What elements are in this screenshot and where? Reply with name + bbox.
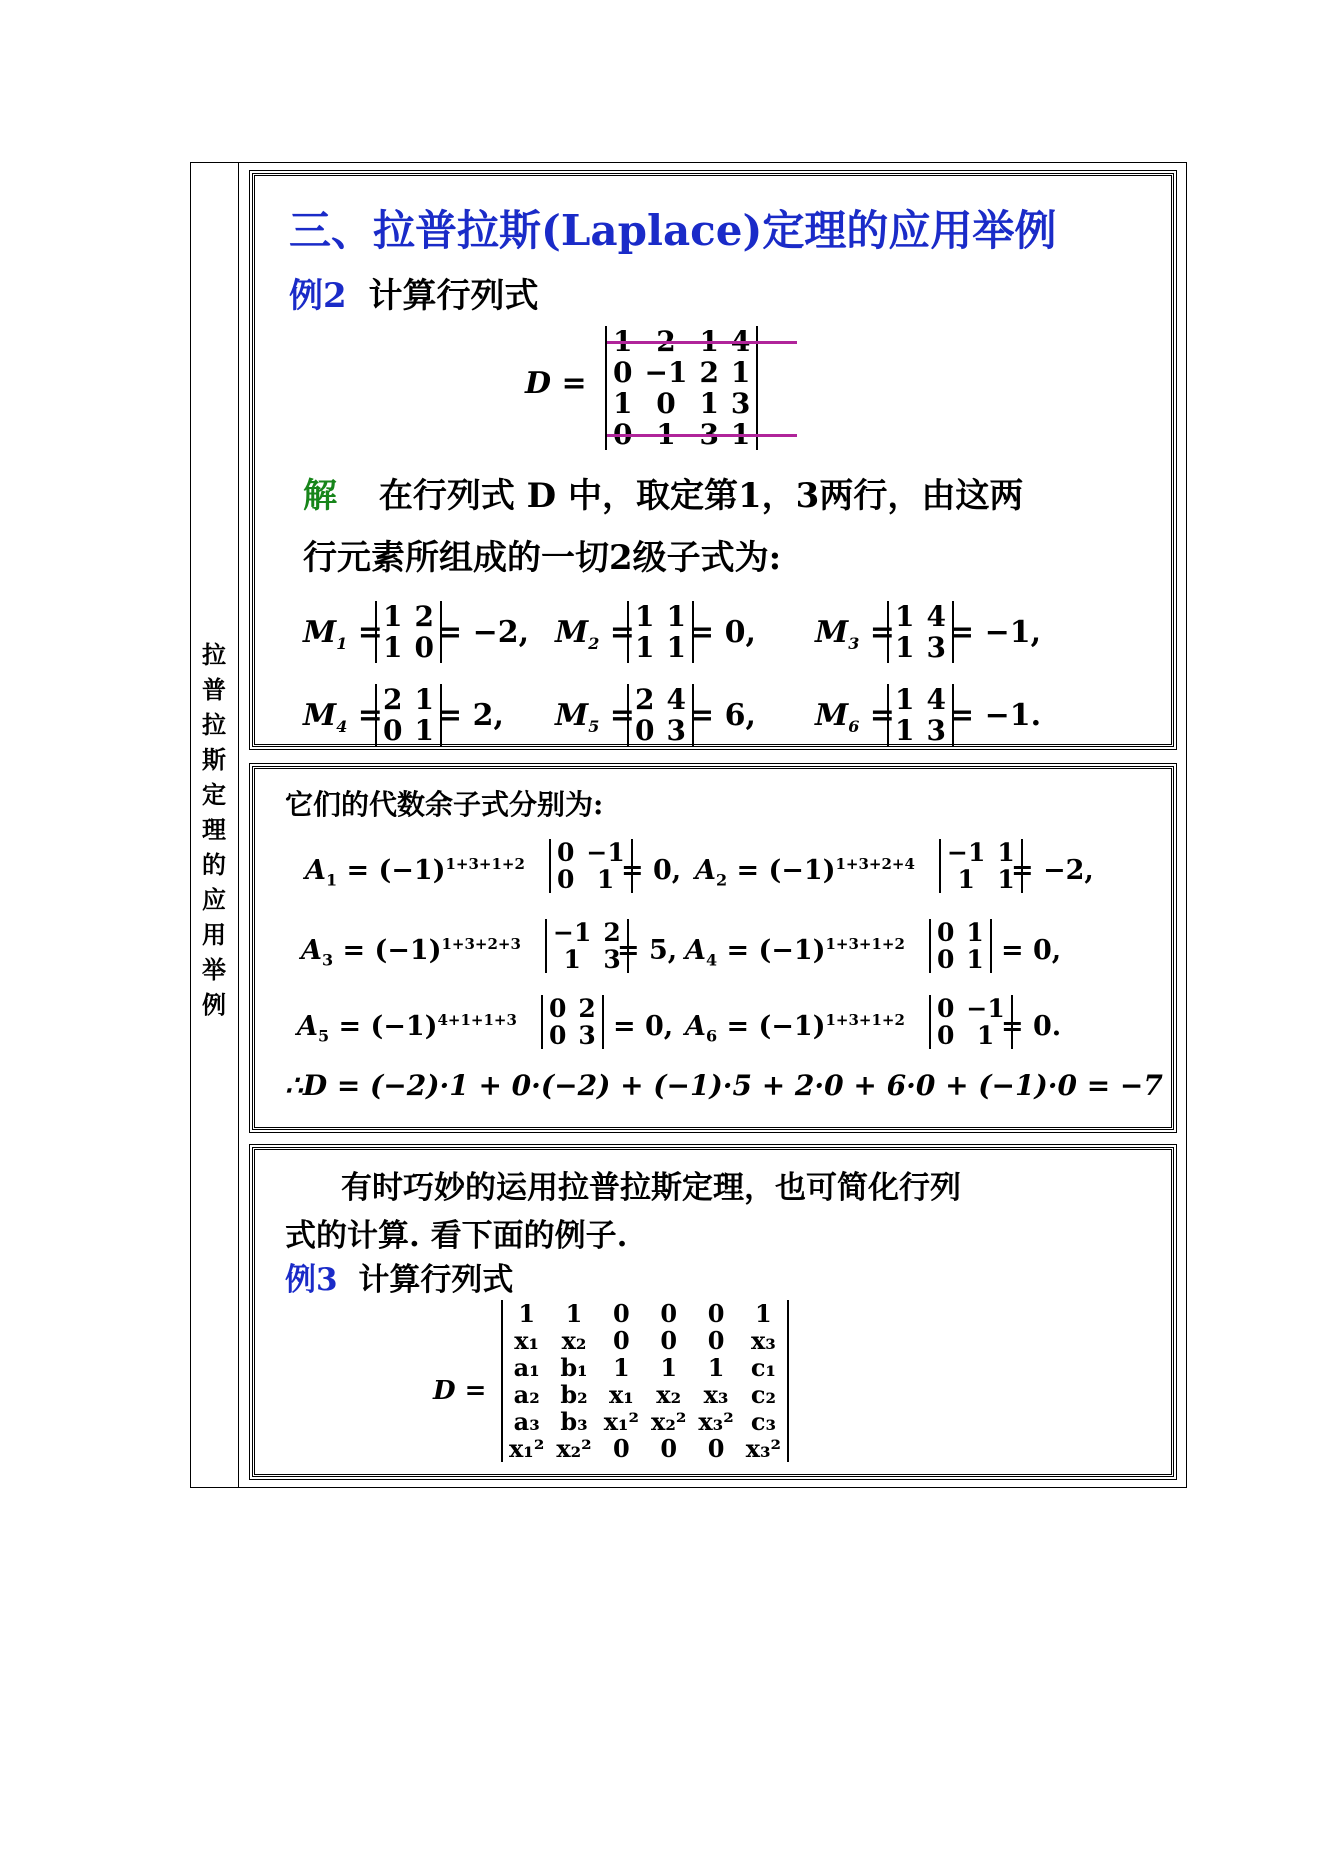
matrix-cell: 0	[937, 918, 955, 947]
minor-eq: =	[599, 698, 635, 733]
side-char: 普	[202, 675, 226, 704]
cofactor-name: A	[301, 935, 322, 966]
minor-eq: =	[347, 615, 383, 650]
matrix-cell: 0	[383, 714, 403, 747]
matrix-cell: 1	[596, 865, 615, 894]
minor-name: M	[303, 698, 337, 733]
matrix-cell: 1	[666, 600, 686, 633]
matrix-cell: 3	[603, 945, 621, 974]
matrix-cell: 1	[895, 683, 915, 716]
side-char: 例	[202, 990, 226, 1019]
matrix-cell: x₂²	[651, 1407, 687, 1436]
cofactor-base: = (−1)	[333, 935, 442, 966]
cofactor-name: A	[685, 935, 706, 966]
matrix-cell: 1	[699, 387, 719, 420]
cofactor-value: = 0,	[1001, 935, 1062, 966]
conclusion: ∴D = (−2)·1 + 0·(−2) + (−1)·5 + 2·0 + 6·0 + (−1)·0 = −7	[285, 1069, 1163, 1102]
cofactor-label	[685, 935, 905, 969]
matrix-cell: a₁	[513, 1353, 540, 1382]
matrix-cell: x₁	[608, 1380, 634, 1409]
matrix-cell: 1	[666, 631, 686, 664]
matrix-cell: x₁²	[509, 1434, 545, 1463]
matrix-cell: 0	[557, 865, 575, 894]
matrix-cell: 0	[613, 1326, 630, 1355]
matrix-cell: 2	[699, 356, 719, 389]
matrix-cell: 2	[635, 683, 655, 716]
cofactor-exponent: 1+3+1+2	[825, 935, 905, 953]
paragraph-line-2: 式的计算. 看下面的例子.	[285, 1218, 628, 1254]
cofactor-name: A	[685, 1011, 706, 1042]
side-char: 定	[202, 780, 226, 809]
matrix-cell: 1	[895, 600, 915, 633]
cofactor-label	[301, 935, 521, 969]
minor-index: 2	[588, 634, 600, 653]
matrix-cell: 1	[997, 865, 1015, 894]
cofactor-index: 5	[317, 1026, 330, 1046]
matrix-cell: 0	[549, 1021, 567, 1050]
side-char: 斯	[202, 745, 226, 774]
matrix-cell: x₂	[561, 1326, 587, 1355]
minor-eq: =	[599, 615, 635, 650]
paragraph-line-1: 有时巧妙的运用拉普拉斯定理，也可简化行列	[341, 1170, 961, 1206]
matrix-cell: x₃	[750, 1326, 776, 1355]
matrix-cell: 0	[707, 1299, 725, 1328]
matrix-cell: 2	[578, 994, 596, 1023]
document-frame	[190, 162, 1187, 1488]
matrix-cell: 0	[414, 631, 434, 664]
matrix-cell: 1	[755, 1299, 772, 1328]
matrix-cell: −1	[586, 838, 625, 867]
cofactor-index: 6	[705, 1026, 718, 1046]
side-title	[191, 637, 237, 1022]
minor-eq: =	[859, 698, 895, 733]
cofactor-index: 4	[705, 950, 718, 970]
matrix-cell: 1	[383, 631, 403, 664]
cofactor-base: = (−1)	[337, 855, 446, 886]
matrix-cell: 3	[666, 714, 686, 747]
minor-label	[815, 615, 895, 653]
minor-name: M	[555, 698, 589, 733]
matrix-cell: 1	[660, 1353, 678, 1382]
matrix-cell: x₂	[656, 1380, 682, 1409]
example-3-heading: 例3 计算行列式	[285, 1262, 514, 1298]
cofactor-name: A	[297, 1011, 318, 1042]
cofactor-index: 3	[321, 950, 334, 970]
cofactor-index: 2	[715, 870, 728, 890]
matrix-cell: a₃	[513, 1407, 540, 1436]
matrix-cell: 4	[666, 683, 686, 716]
cofactor-label	[685, 1011, 905, 1045]
matrix-cell: x₃²	[745, 1434, 782, 1463]
matrix-cell: 0	[707, 1326, 725, 1355]
det-label: D =	[525, 366, 587, 401]
cofactor-exponent: 1+3+2+4	[835, 855, 915, 873]
row-strike-1	[607, 341, 797, 344]
minor-matrix	[887, 601, 954, 663]
matrix-cell: 1	[414, 683, 434, 716]
slide-example-3	[252, 1147, 1174, 1477]
side-char: 拉	[202, 710, 226, 739]
matrix-cell: 1	[895, 631, 915, 664]
minor-name: M	[555, 615, 589, 650]
side-char: 用	[202, 920, 226, 949]
matrix-cell: 0	[660, 1326, 678, 1355]
matrix-cell: 0	[660, 1299, 678, 1328]
minor-label	[815, 698, 895, 736]
matrix-cell: 1	[518, 1299, 536, 1328]
section-title: 三、拉普拉斯(Laplace)定理的应用举例	[289, 206, 1057, 255]
matrix-cell: 3	[926, 714, 946, 747]
matrix-cell: −1	[644, 356, 688, 389]
cofactors-heading: 它们的代数余子式分别为:	[285, 788, 604, 821]
cofactor-label	[297, 1011, 517, 1045]
matrix-cell: 3	[926, 631, 946, 664]
matrix-cell: 0	[557, 838, 575, 867]
solution-line-1: 解 在行列式 D 中，取定第1，3两行，由这两	[303, 476, 1024, 516]
matrix-cell: 0	[937, 945, 955, 974]
cofactor-base: = (−1)	[727, 855, 836, 886]
matrix-cell: 0	[613, 356, 633, 389]
minor-label	[555, 698, 635, 736]
matrix-cell: 0	[656, 387, 676, 420]
cofactor-matrix	[541, 995, 604, 1049]
minor-index: 5	[588, 717, 600, 736]
cofactor-label	[305, 855, 525, 889]
minor-matrix	[375, 684, 442, 746]
matrix-cell: 1	[563, 945, 581, 974]
cofactor-exponent: 4+1+1+3	[437, 1011, 517, 1029]
matrix-cell: 0	[660, 1434, 678, 1463]
matrix-cell: 0	[613, 1434, 630, 1463]
cofactor-label	[695, 855, 915, 889]
matrix-cell: b₁	[560, 1353, 588, 1382]
minor-index: 3	[848, 634, 860, 653]
matrix-cell: 4	[926, 600, 946, 633]
determinant-matrix	[605, 326, 758, 450]
matrix-cell: −1	[553, 918, 592, 947]
example-heading: 例2 计算行列式	[289, 276, 539, 316]
minor-label	[303, 615, 383, 653]
matrix-cell: 0	[937, 1021, 955, 1050]
matrix-cell: 1	[957, 865, 975, 894]
matrix-cell: c₂	[750, 1380, 776, 1409]
matrix-cell: 0	[937, 994, 955, 1023]
side-char: 举	[202, 955, 226, 984]
minor-matrix	[375, 601, 442, 663]
matrix-cell: b₃	[560, 1407, 588, 1436]
matrix-cell: −1	[947, 838, 986, 867]
cofactor-name: A	[695, 855, 716, 886]
matrix-cell: 1	[966, 945, 984, 974]
minor-index: 1	[336, 634, 348, 653]
side-char: 应	[202, 885, 226, 914]
cofactor-base: = (−1)	[717, 1011, 826, 1042]
minor-name: M	[303, 615, 337, 650]
matrix-cell: 0	[549, 994, 567, 1023]
matrix-cell: 0	[613, 1299, 630, 1328]
row-strike-3	[607, 434, 797, 437]
minor-index: 4	[336, 717, 348, 736]
minor-eq: =	[859, 615, 895, 650]
matrix-cell: 1	[613, 1353, 630, 1382]
minor-label	[303, 698, 383, 736]
matrix-cell: 3	[578, 1021, 596, 1050]
minor-eq: =	[347, 698, 383, 733]
matrix-cell: x₃	[703, 1380, 729, 1409]
minor-value: = −2,	[437, 615, 530, 650]
matrix-cell: 1	[613, 387, 633, 420]
cofactor-value: = −2,	[1011, 855, 1094, 886]
matrix-cell: 2	[414, 600, 434, 633]
matrix-cell: c₁	[750, 1353, 776, 1382]
cofactor-value: = 0.	[1001, 1011, 1062, 1042]
matrix-cell: 3	[730, 387, 751, 420]
minor-name: M	[815, 615, 849, 650]
matrix-cell: 1	[565, 1299, 583, 1328]
minor-value: = 0,	[689, 615, 756, 650]
matrix-cell: 1	[895, 714, 915, 747]
side-char: 理	[202, 815, 226, 844]
minor-value: = −1.	[949, 698, 1042, 733]
matrix-cell: c₃	[750, 1407, 776, 1436]
matrix-cell: 4	[926, 683, 946, 716]
matrix-cell: x₁²	[603, 1407, 640, 1436]
cofactor-base: = (−1)	[329, 1011, 438, 1042]
matrix-cell: −1	[966, 994, 1005, 1023]
matrix-cell: 1	[635, 600, 655, 633]
cofactor-value: = 0,	[613, 1011, 674, 1042]
minor-matrix	[627, 684, 694, 746]
minor-matrix	[887, 684, 954, 746]
matrix-cell: 1	[383, 600, 403, 633]
matrix-cell: 1	[707, 1353, 725, 1382]
cofactor-value: = 0,	[621, 855, 682, 886]
cofactor-exponent: 1+3+1+2	[825, 1011, 905, 1029]
minor-name: M	[815, 698, 849, 733]
matrix-cell: 0	[635, 714, 655, 747]
matrix-cell: a₂	[513, 1380, 540, 1409]
matrix-cell: 1	[730, 356, 751, 389]
cofactor-exponent: 1+3+1+2	[445, 855, 525, 873]
cofactor-value: = 5,	[617, 935, 678, 966]
matrix-cell: b₂	[560, 1380, 588, 1409]
matrix-cell: 1	[997, 838, 1015, 867]
minor-matrix	[627, 601, 694, 663]
matrix-cell: 2	[383, 683, 403, 716]
matrix-cell: x₁	[514, 1326, 540, 1355]
matrix-cell: 1	[976, 1021, 995, 1050]
matrix-cell: 1	[966, 918, 984, 947]
minor-value: = 2,	[437, 698, 504, 733]
cofactor-name: A	[305, 855, 326, 886]
slide-example-2	[252, 173, 1174, 747]
minor-label	[555, 615, 635, 653]
minor-index: 6	[848, 717, 860, 736]
matrix-cell: 1	[414, 714, 434, 747]
solution-line-2: 行元素所组成的一切2级子式为:	[303, 538, 782, 578]
cofactor-matrix	[929, 919, 992, 973]
matrix-cell: 2	[603, 918, 621, 947]
slide-cofactors	[252, 766, 1174, 1130]
matrix-cell: x₃²	[698, 1407, 734, 1436]
matrix-cell: x₂²	[556, 1434, 592, 1463]
cofactor-exponent: 1+3+2+3	[441, 935, 521, 953]
cofactor-index: 1	[325, 870, 338, 890]
cofactor-base: = (−1)	[717, 935, 826, 966]
det-label-3: D =	[433, 1376, 487, 1406]
matrix-cell: 0	[707, 1434, 725, 1463]
determinant-matrix-3	[501, 1300, 789, 1462]
matrix-cell: 1	[635, 631, 655, 664]
side-column	[191, 163, 239, 1487]
side-char: 的	[202, 850, 226, 879]
side-char: 拉	[202, 640, 226, 669]
minor-value: = 6,	[689, 698, 756, 733]
minor-value: = −1,	[949, 615, 1042, 650]
